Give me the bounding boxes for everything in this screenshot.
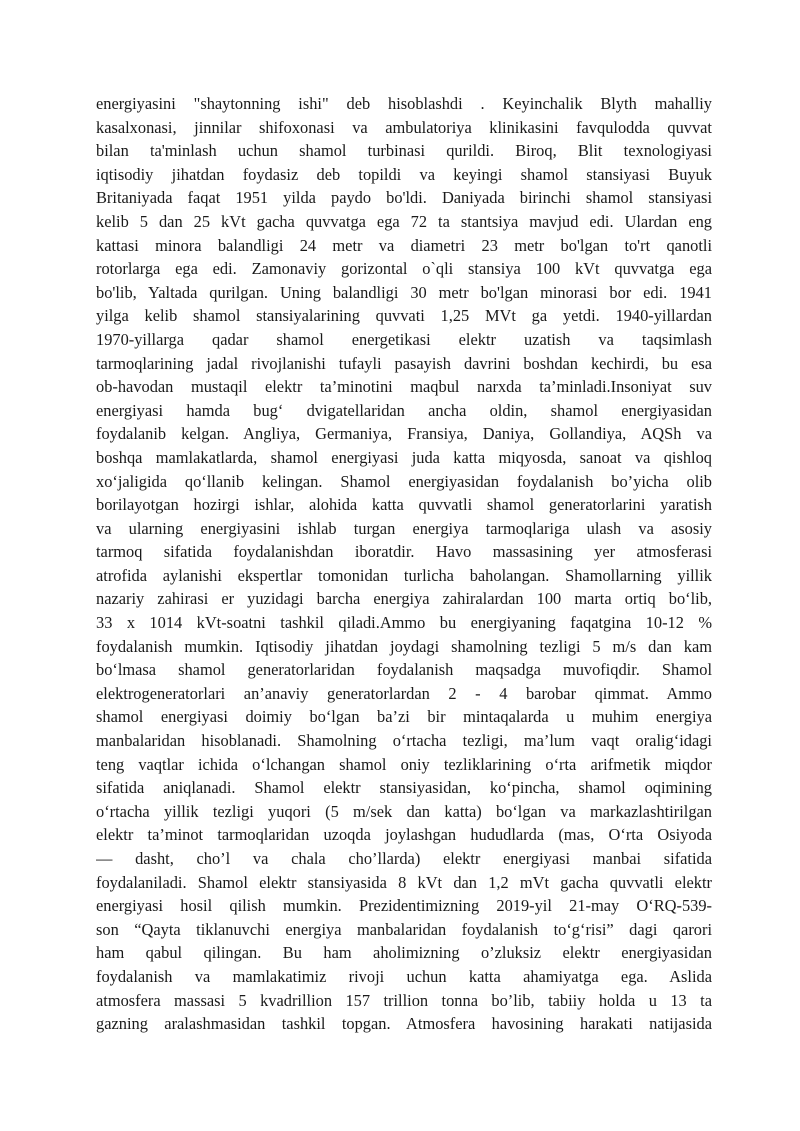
text-line: va ularning energiyasini ishlab turgan energiya tarmoqlariga ulash va asosiy — [96, 518, 712, 538]
text-line: o‘rtacha yillik tezligi yuqori (5 m/sek dan katta) bo‘lgan va markazlashtirilgan — [96, 801, 712, 821]
text-line: teng vaqtlar ichida o‘lchangan shamol oniy tezliklarining o‘rta arifmetik miqdor — [96, 754, 712, 774]
text-line: shamol energiyasi doimiy bo‘lgan ba’zi bir mintaqalarda u muhim energiya — [96, 707, 712, 727]
text-line: rotorlarga ega edi. Zamonaviy gorizontal o`qli stansiya 100 kVt quvvatga ega — [96, 259, 712, 279]
text-line: Britaniyada faqat 1951 yilda paydo bo'ldi. Daniyada birinchi shamol stansiyasi — [96, 188, 712, 208]
text-line: bo‘lmasa shamol generatorlaridan foydalanish maqsadga muvofiqdir. Shamol — [96, 660, 712, 680]
text-line: energiyasini "shaytonning ishi" deb hisoblashdi . Keyinchalik Blyth mahalliy — [96, 94, 712, 113]
text-line: borilayotgan hozirgi ishlar, alohida katta quvvatli shamol generatorlarini yaratish — [96, 495, 712, 515]
text-line: ham qabul qilingan. Bu ham aholimizning o’zluksiz elektr energiyasidan — [96, 943, 712, 963]
text-line: kasalxonasi, jinnilar shifoxonasi va ambulatoriya klinikasini favqulodda quvvat — [96, 117, 712, 137]
text-line: atmosfera massasi 5 kvadrillion 157 trillion tonna bo’lib, tabiiy holda u 13 ta — [96, 990, 712, 1010]
text-line: bo'lib, Yaltada qurilgan. Uning balandligi 30 metr bo'lgan minorasi bor edi. 1941 — [96, 282, 712, 302]
text-line: yilga kelib shamol stansiyalarining quvvati 1,25 MVt ga yetdi. 1940-yillardan — [96, 306, 712, 326]
text-line: 1970-yillarga qadar shamol energetikasi elektr uzatish va taqsimlash — [96, 329, 712, 349]
text-line: — dasht, cho’l va chala cho’llarda) elektr energiyasi manbai sifatida — [96, 849, 712, 868]
text-line: energiyasi hosil qilish mumkin. Prezidentimizning 2019-yil 21-may O‘RQ-539- — [96, 896, 712, 916]
text-line: iqtisodiy jihatdan foydasiz deb topildi va keyingi shamol stansiyasi Buyuk — [96, 164, 712, 184]
text-line: elektrogeneratorlari an’anaviy generatorlardan 2 - 4 barobar qimmat. Ammo — [96, 683, 712, 703]
text-line: atrofida aylanishi ekspertlar tomonidan turlicha baholangan. Shamollarning yillik — [96, 565, 712, 585]
text-line: 33 x 1014 kVt-soatni tashkil qiladi.Ammo bu energiyaning faqatgina 10-12 % — [96, 613, 712, 633]
text-line: boshqa mamlakatlarda, shamol energiyasi juda katta miqyosda, sanoat va qishloq — [96, 447, 712, 467]
text-line: energiyasi hamda bug‘ dvigatellaridan ancha oldin, shamol energiyasidan — [96, 400, 712, 420]
text-line: foydalaniladi. Shamol elektr stansiyasida 8 kVt dan 1,2 mVt gacha quvvatli elektr — [96, 872, 712, 892]
text-line: bilan ta'minlash uchun shamol turbinasi qurildi. Biroq, Blit texnologiyasi — [96, 141, 712, 161]
text-line: ob-havodan mustaqil elektr ta’minotini maqbul narxda ta’minladi.Insoniyat suv — [96, 377, 712, 397]
text-line: nazariy zahirasi er yuzidagi barcha energiya zahiralardan 100 marta ortiq bo‘lib, — [96, 589, 712, 609]
text-line: manbalaridan hisoblanadi. Shamolning o‘rtacha tezligi, ma’lum vaqt oralig‘idagi — [96, 731, 712, 751]
text-line: elektr ta’minot tarmoqlaridan uzoqda joylashgan hududlarda (mas, O‘rta Osiyoda — [96, 825, 712, 845]
text-line: tarmoq sifatida foydalanishdan iboratdir. Havo massasining yer atmosferasi — [96, 542, 712, 562]
text-line: foydalanish mumkin. Iqtisodiy jihatdan joydagi shamolning tezligi 5 m/s dan kam — [96, 636, 712, 656]
text-line: son “Qayta tiklanuvchi energiya manbalaridan foydalanish to‘g‘risi” dagi qarori — [96, 919, 712, 939]
text-line: gazning aralashmasidan tashkil topgan. Atmosfera havosining harakati natijasida — [96, 1014, 712, 1034]
body-text — [96, 92, 712, 1036]
text-line: kattasi minora balandligi 24 metr va diametri 23 metr bo'lgan to'rt qanotli — [96, 235, 712, 255]
text-line: foydalanib kelgan. Angliya, Germaniya, Fransiya, Daniya, Gollandiya, AQSh va — [96, 424, 712, 444]
text-line: foydalanish va mamlakatimiz rivoji uchun katta ahamiyatga ega. Aslida — [96, 966, 712, 986]
text-line: sifatida aniqlanadi. Shamol elektr stansiyasidan, ko‘pincha, shamol oqimining — [96, 778, 712, 798]
text-line: kelib 5 dan 25 kVt gacha quvvatga ega 72 ta stantsiya mavjud edi. Ulardan eng — [96, 211, 712, 231]
text-line: xo‘jaligida qo‘llanib kelingan. Shamol energiyasidan foydalanish bo’yicha olib — [96, 471, 712, 491]
text-line: tarmoqlarining jadal rivojlanishi tufayli pasayish davrini boshdan kechirdi, bu esa — [96, 353, 712, 373]
